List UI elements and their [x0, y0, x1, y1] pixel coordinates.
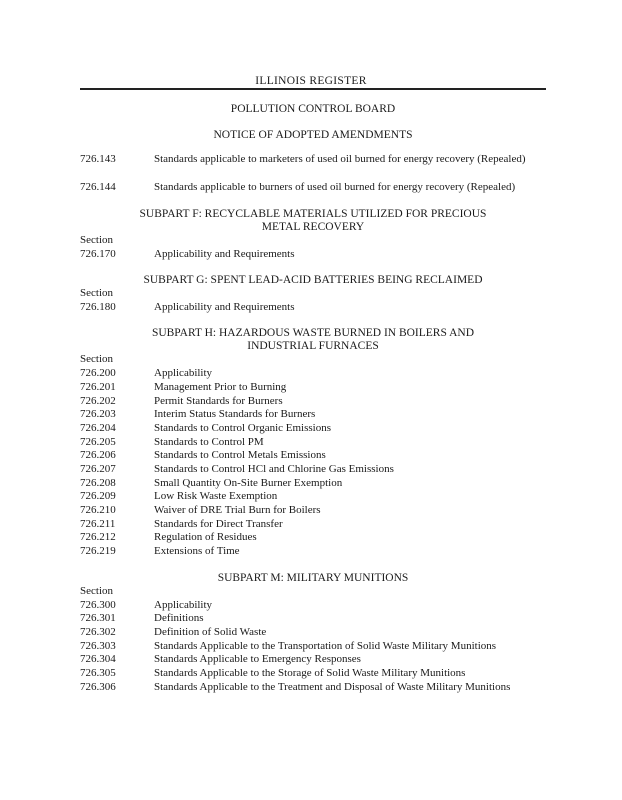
section-description: Applicability and Requirements: [154, 248, 295, 260]
section-number: 726.212: [80, 531, 116, 543]
subpart-g-title: SUBPART G: SPENT LEAD-ACID BATTERIES BEING RECLAIMED: [143, 274, 483, 286]
section-description: Standards to Control PM: [154, 436, 264, 448]
subpart-f-title-line2: METAL RECOVERY: [261, 221, 365, 233]
section-description: Interim Status Standards for Burners: [154, 408, 316, 420]
section-number: 726.203: [80, 408, 116, 420]
section-description: Low Risk Waste Exemption: [154, 490, 278, 502]
section-description: Permit Standards for Burners: [154, 395, 283, 407]
subpart-f-title-line1: SUBPART F: RECYCLABLE MATERIALS UTILIZED FOR PRECIOUS: [139, 208, 487, 220]
section-number: 726.219: [80, 545, 116, 557]
section-number: 726.300: [80, 599, 116, 611]
section-number: 726.210: [80, 504, 116, 516]
section-number: 726.170: [80, 248, 116, 260]
section-number: 726.211: [80, 518, 116, 530]
section-number: 726.205: [80, 436, 116, 448]
section-description: Applicability and Requirements: [154, 301, 295, 313]
subpart-h-title-line2: INDUSTRIAL FURNACES: [247, 340, 379, 352]
section-description: Standards to Control HCl and Chlorine Gas Emissions: [154, 463, 394, 475]
section-number: 726.301: [80, 612, 116, 624]
section-number: 726.207: [80, 463, 116, 475]
section-number: 726.144: [80, 181, 116, 193]
section-number: 726.208: [80, 477, 116, 489]
section-description: Management Prior to Burning: [154, 381, 287, 393]
section-number: 726.143: [80, 153, 116, 165]
section-number: 726.201: [80, 381, 116, 393]
register-header: ILLINOIS REGISTER: [255, 75, 367, 87]
section-description: Applicability: [154, 367, 213, 379]
section-number: 726.206: [80, 449, 116, 461]
section-description: Regulation of Residues: [154, 531, 257, 543]
section-description: Standards for Direct Transfer: [154, 518, 283, 530]
section-description: Standards applicable to marketers of used oil burned for energy recovery (Repealed): [154, 153, 526, 165]
header-rule: [80, 88, 546, 90]
section-description: Definition of Solid Waste: [154, 626, 267, 638]
section-description: Definitions: [154, 612, 204, 624]
section-number: 726.306: [80, 681, 116, 693]
section-label: Section: [80, 287, 113, 299]
section-label: Section: [80, 234, 113, 246]
section-label: Section: [80, 353, 113, 365]
section-description: Applicability: [154, 599, 213, 611]
section-description: Waiver of DRE Trial Burn for Boilers: [154, 504, 321, 516]
section-description: Standards applicable to burners of used oil burned for energy recovery (Repealed): [154, 181, 516, 193]
section-number: 726.204: [80, 422, 116, 434]
section-number: 726.209: [80, 490, 116, 502]
notice-title: NOTICE OF ADOPTED AMENDMENTS: [213, 129, 413, 141]
section-description: Standards Applicable to the Transportation of Solid Waste Military Munitions: [154, 640, 497, 652]
section-description: Extensions of Time: [154, 545, 240, 557]
section-number: 726.304: [80, 653, 116, 665]
subpart-h-title-line1: SUBPART H: HAZARDOUS WASTE BURNED IN BOILERS AND: [151, 327, 475, 339]
section-number: 726.302: [80, 626, 116, 638]
section-number: 726.180: [80, 301, 116, 313]
section-description: Small Quantity On-Site Burner Exemption: [154, 477, 343, 489]
section-label: Section: [80, 585, 113, 597]
section-description: Standards Applicable to Emergency Responses: [154, 653, 361, 665]
section-number: 726.303: [80, 640, 116, 652]
section-description: Standards to Control Metals Emissions: [154, 449, 326, 461]
section-description: Standards to Control Organic Emissions: [154, 422, 332, 434]
section-description: Standards Applicable to the Treatment and Disposal of Waste Military Munitions: [154, 681, 511, 693]
section-number: 726.200: [80, 367, 116, 379]
section-number: 726.305: [80, 667, 116, 679]
agency-title: POLLUTION CONTROL BOARD: [230, 103, 396, 115]
section-number: 726.202: [80, 395, 116, 407]
section-description: Standards Applicable to the Storage of Solid Waste Military Munitions: [154, 667, 466, 679]
subpart-m-title: SUBPART M: MILITARY MUNITIONS: [217, 572, 409, 584]
